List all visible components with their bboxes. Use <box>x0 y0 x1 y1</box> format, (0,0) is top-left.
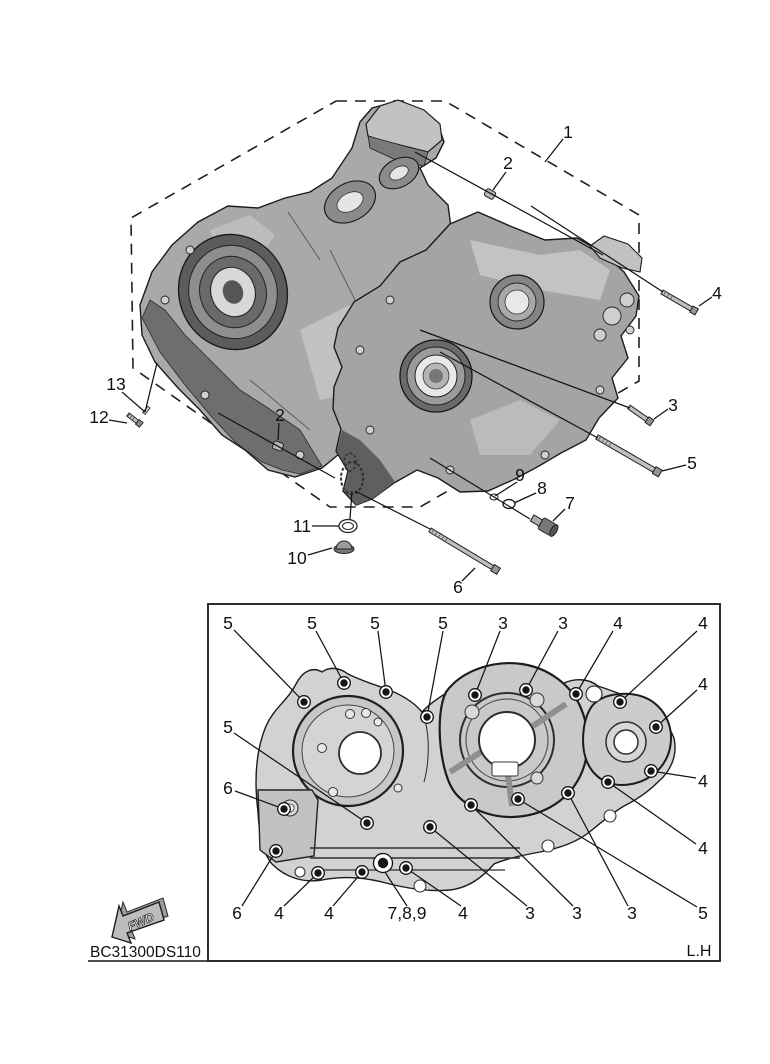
bolt-12-icon <box>126 412 143 427</box>
callout-4: 4 <box>698 838 708 858</box>
collar-2-icon <box>484 188 497 200</box>
leader-line <box>234 630 304 702</box>
leader-line <box>654 409 668 419</box>
bolt-head-dot-center <box>564 789 571 796</box>
callout-12: 12 <box>89 407 109 427</box>
callout-5: 5 <box>687 453 697 473</box>
leader-line <box>656 690 697 727</box>
leader-line <box>662 465 686 471</box>
bolt-head-dot-center <box>423 713 430 720</box>
callout-6: 6 <box>223 778 233 798</box>
oring-11-icon <box>339 520 357 533</box>
callout-4: 4 <box>712 283 722 303</box>
callout-5: 5 <box>438 613 448 633</box>
bolt-head-dot-center <box>382 688 389 695</box>
leader-line <box>378 631 386 692</box>
bolt-head-dot-center <box>378 858 388 868</box>
bolt-head-dot-center <box>652 723 659 730</box>
leader-line <box>242 851 276 906</box>
view-side-label: L.H <box>686 943 712 960</box>
fwd-arrow <box>112 898 168 943</box>
bolt-4-icon <box>660 289 698 315</box>
bolt-head-dot-center <box>358 868 365 875</box>
callout-3: 3 <box>668 395 678 415</box>
exploded-view <box>89 100 722 597</box>
bolt-head-dot-center <box>426 823 433 830</box>
bolt-head-dot-center <box>363 819 370 826</box>
bolt-head-dot-center <box>572 690 579 697</box>
callout-6: 6 <box>453 577 463 597</box>
callout-5: 5 <box>223 717 233 737</box>
leader-line <box>545 139 563 162</box>
callout-4: 4 <box>613 613 623 633</box>
callout-5: 5 <box>370 613 380 633</box>
bolt-6-icon <box>428 527 500 574</box>
crank-bore <box>400 340 472 412</box>
callout-7-8-9: 7,8,9 <box>387 903 427 923</box>
bolt-5-icon <box>595 434 662 477</box>
callout-3: 3 <box>558 613 568 633</box>
bolt-head-dot-center <box>604 778 611 785</box>
callout-3: 3 <box>572 903 582 923</box>
bolt-head-dot-center <box>280 805 287 812</box>
callout-4: 4 <box>324 903 334 923</box>
bolt-head-dot-center <box>647 767 654 774</box>
callout-3: 3 <box>498 613 508 633</box>
plug-10-icon <box>334 541 354 554</box>
balancer-bore <box>490 275 544 329</box>
callout-5: 5 <box>223 613 233 633</box>
callout-4: 4 <box>698 613 708 633</box>
callout-1: 1 <box>563 122 573 142</box>
leader-line <box>355 491 430 529</box>
bolt-head-dot-center <box>616 698 623 705</box>
callout-10: 10 <box>287 548 307 568</box>
leader-line <box>122 392 145 412</box>
bolt-head-dot-center <box>402 864 409 871</box>
bolt-head-dot-center <box>340 679 347 686</box>
leader-line <box>462 568 475 581</box>
leader-line <box>608 782 696 844</box>
callout-6: 6 <box>232 903 242 923</box>
bolt-head-dot-center <box>467 801 474 808</box>
callout-7: 7 <box>565 493 575 513</box>
plug-7-icon <box>529 512 560 537</box>
callout-2: 2 <box>275 405 285 425</box>
leader-line <box>109 420 127 423</box>
leader-line <box>308 548 332 555</box>
bolt-3-icon <box>627 404 654 426</box>
callout-4: 4 <box>274 903 284 923</box>
leader-line <box>620 631 697 702</box>
leader-line <box>145 363 157 412</box>
leader-line <box>553 509 565 521</box>
callout-2: 2 <box>503 153 513 173</box>
callout-4: 4 <box>698 674 708 694</box>
lh-view <box>88 604 720 961</box>
bolt-head-dot-center <box>522 686 529 693</box>
leader-line <box>699 297 712 306</box>
callout-5: 5 <box>307 613 317 633</box>
callout-3: 3 <box>627 903 637 923</box>
bolt-head-dot-center <box>314 869 321 876</box>
leader-line <box>493 172 506 190</box>
callout-4: 4 <box>458 903 468 923</box>
bolt-head-dot-center <box>300 698 307 705</box>
callout-13: 13 <box>106 374 126 394</box>
callout-11: 11 <box>292 516 312 536</box>
callout-8: 8 <box>537 478 547 498</box>
leader-line <box>514 493 536 503</box>
callout-5: 5 <box>698 903 708 923</box>
bolt-head-dot-center <box>471 691 478 698</box>
bolt-head-dot-center <box>272 847 279 854</box>
callout-9: 9 <box>515 465 525 485</box>
callout-3: 3 <box>525 903 535 923</box>
fwd-label: FWD <box>125 909 157 934</box>
bolt-head-dot-center <box>514 795 521 802</box>
diagram-code: BC31300DS110 <box>90 944 201 961</box>
callout-4: 4 <box>698 771 708 791</box>
